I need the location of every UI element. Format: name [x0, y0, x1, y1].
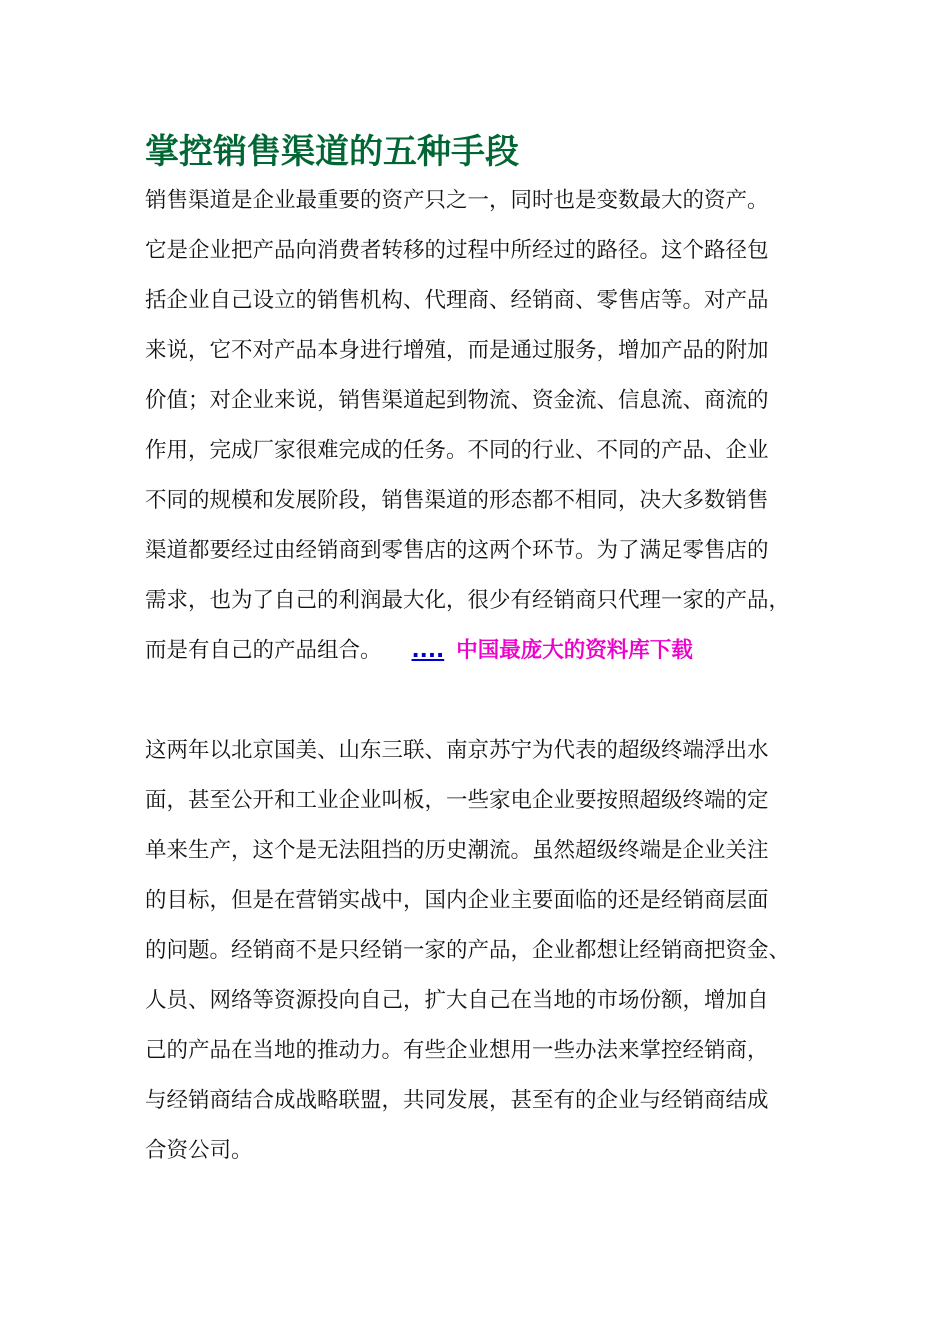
paragraph-2-line-3: 单来生产，这个是无法阻挡的历史潮流。虽然超级终端是企业关注 — [145, 838, 769, 863]
paragraph-1-line-10: 而是有自己的产品组合。 — [145, 638, 382, 663]
paragraph-2-line-6: 人员、网络等资源投向自己，扩大自己在当地的市场份额，增加自 — [145, 988, 769, 1013]
paragraph-1-line-7: 不同的规模和发展阶段，销售渠道的形态都不相同，决大多数销售 — [145, 488, 769, 513]
paragraph-1-line-3: 括企业自己设立的销售机构、代理商、经销商、零售店等。对产品 — [145, 288, 769, 313]
paragraph-1-line-4: 来说，它不对产品本身进行增殖，而是通过服务，增加产品的附加 — [145, 338, 769, 363]
paragraph-1-line-1: 销售渠道是企业最重要的资产只之一，同时也是变数最大的资产。 — [145, 188, 769, 213]
document-title: 掌控销售渠道的五种手段 — [145, 132, 519, 172]
paragraph-2-line-8: 与经销商结合成战略联盟，共同发展，甚至有的企业与经销商结成 — [145, 1088, 769, 1113]
download-link-text[interactable]: 中国最庞大的资料库下载 — [456, 638, 693, 663]
paragraph-2-line-9: 合资公司。 — [145, 1138, 253, 1163]
paragraph-1-line-5: 价值；对企业来说，销售渠道起到物流、资金流、信息流、商流的 — [145, 388, 769, 413]
download-link[interactable]: .... — [411, 638, 445, 663]
paragraph-1-line-9: 需求，也为了自己的利润最大化，很少有经销商只代理一家的产品， — [145, 588, 791, 613]
paragraph-1-line-2: 它是企业把产品向消费者转移的过程中所经过的路径。这个路径包 — [145, 238, 769, 263]
paragraph-1-last-line — [145, 636, 693, 666]
paragraph-2-line-7: 己的产品在当地的推动力。有些企业想用一些办法来掌控经销商， — [145, 1038, 769, 1063]
paragraph-2-line-4: 的目标，但是在营销实战中，国内企业主要面临的还是经销商层面 — [145, 888, 769, 913]
paragraph-1-line-6: 作用，完成厂家很难完成的任务。不同的行业、不同的产品、企业 — [145, 438, 769, 463]
paragraph-1-line-8: 渠道都要经过由经销商到零售店的这两个环节。为了满足零售店的 — [145, 538, 769, 563]
paragraph-2-line-1: 这两年以北京国美、山东三联、南京苏宁为代表的超级终端浮出水 — [145, 738, 769, 763]
paragraph-2-line-2: 面，甚至公开和工业企业叫板，一些家电企业要按照超级终端的定 — [145, 788, 769, 813]
paragraph-2-line-5: 的问题。经销商不是只经销一家的产品，企业都想让经销商把资金、 — [145, 938, 791, 963]
